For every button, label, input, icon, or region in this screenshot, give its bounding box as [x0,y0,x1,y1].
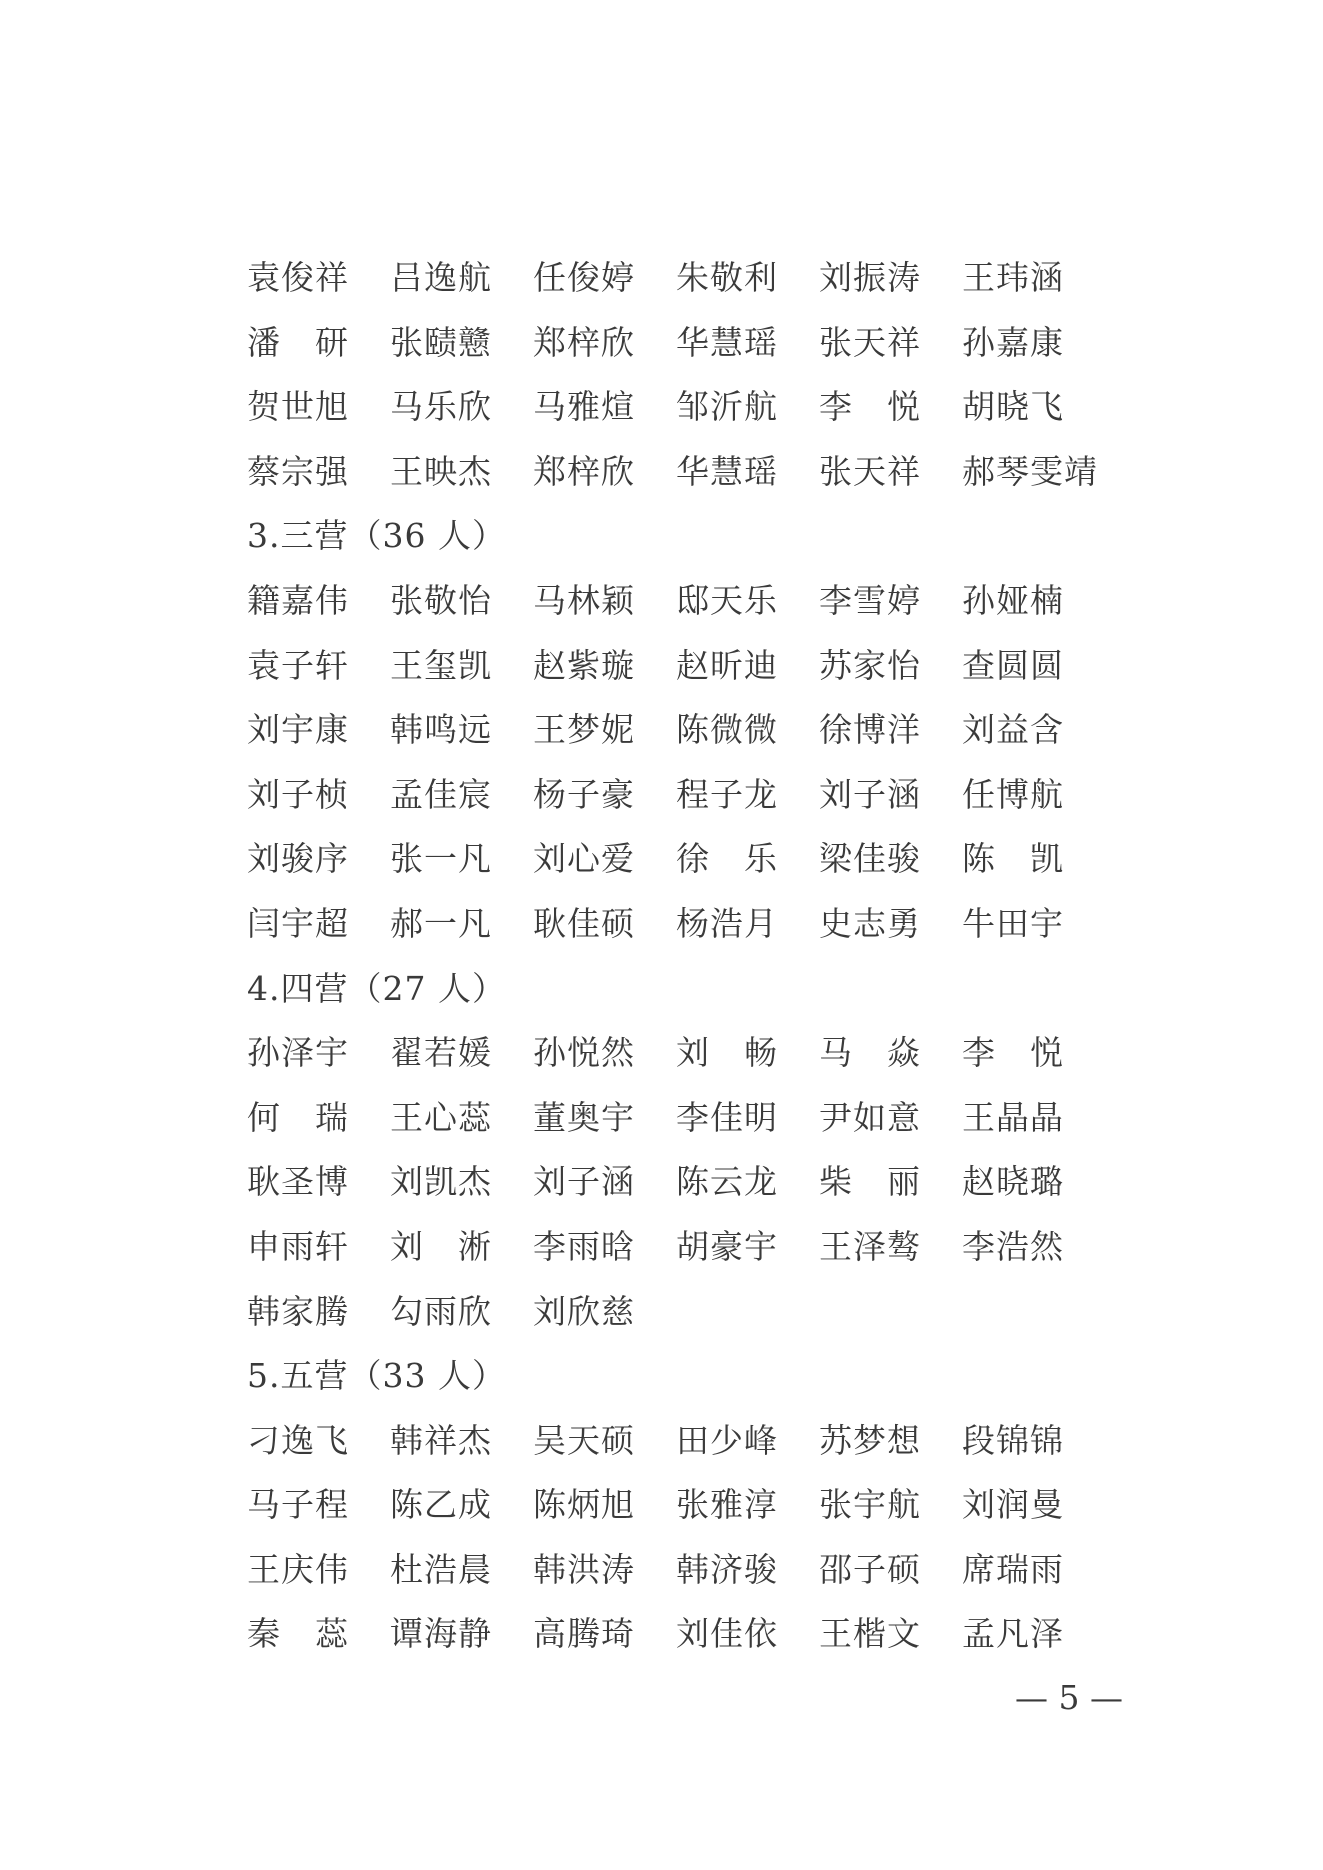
person-name: 刘振涛 [819,258,921,297]
person-name: 蔡宗强 [247,451,349,491]
page-number: — 5 — [1015,1678,1123,1717]
section-heading-row [247,957,1187,1022]
person-name: 郑梓欣 [533,322,635,362]
person-name: 任俊婷 [533,258,635,297]
person-name: 赵昕迪 [676,645,778,685]
section-heading-row [247,504,1187,569]
person-name: 刘欣慈 [533,1291,635,1331]
person-name: 刘心爱 [533,839,635,879]
person-name: 郑梓欣 [533,451,635,491]
name-row [247,1215,1187,1280]
name-row [247,1086,1187,1151]
person-name: 郝一凡 [390,903,492,943]
person-name: 郝琴雯靖 [962,451,1098,491]
name-row [247,440,1187,505]
person-name: 高腾琦 [533,1614,635,1654]
name-row [247,1473,1187,1538]
section-heading: 4.四营（27 人） [247,968,506,1008]
person-name: 刘骏序 [247,839,349,879]
person-name: 张天祥 [819,322,921,362]
person-name: 张雅淳 [676,1485,778,1525]
person-name: 李 悦 [819,387,921,427]
person-name: 韩家腾 [247,1291,349,1331]
person-name: 刘子涵 [819,774,921,814]
person-name: 陈微微 [676,710,778,750]
name-row [247,892,1187,957]
section-heading: 5.五营（33 人） [247,1356,506,1396]
name-row [247,1409,1187,1474]
person-name: 徐 乐 [676,839,778,879]
person-name: 袁俊祥 [247,258,349,297]
person-name: 刘佳依 [676,1614,778,1654]
person-name: 邸天乐 [676,580,778,620]
person-name: 牛田宇 [962,903,1064,943]
person-name: 何 瑞 [247,1097,349,1137]
person-name: 陈 凯 [962,839,1064,879]
person-name: 王心蕊 [390,1097,492,1137]
person-name: 刘凯杰 [390,1162,492,1202]
name-row [247,569,1187,634]
person-name: 查圆圆 [962,645,1064,685]
person-name: 王楷文 [819,1614,921,1654]
person-name: 孙泽宇 [247,1033,349,1073]
person-name: 耿圣博 [247,1162,349,1202]
person-name: 孙嘉康 [962,322,1064,362]
person-name: 马乐欣 [390,387,492,427]
person-name: 胡晓飞 [962,387,1064,427]
person-name: 刘益含 [962,710,1064,750]
person-name: 吴天硕 [533,1420,635,1460]
person-name: 陈炳旭 [533,1485,635,1525]
person-name: 陈乙成 [390,1485,492,1525]
name-row [247,1538,1187,1603]
person-name: 张一凡 [390,839,492,879]
person-name: 田少峰 [676,1420,778,1460]
person-name: 王玮涵 [962,258,1064,297]
section-heading: 3.三营（36 人） [247,516,506,556]
person-name: 秦 蕊 [247,1614,349,1654]
person-name: 刁逸飞 [247,1420,349,1460]
person-name: 张赜戆 [390,322,492,362]
person-name: 杨子豪 [533,774,635,814]
person-name: 谭海静 [390,1614,492,1654]
person-name: 程子龙 [676,774,778,814]
person-name: 孙悦然 [533,1033,635,1073]
person-name: 苏家怡 [819,645,921,685]
person-name: 马 焱 [819,1033,921,1073]
name-row [247,763,1187,828]
person-name: 马雅煊 [533,387,635,427]
person-name: 赵紫璇 [533,645,635,685]
name-row [247,1021,1187,1086]
person-name: 任博航 [962,774,1064,814]
person-name: 苏梦想 [819,1420,921,1460]
name-row [247,1150,1187,1215]
person-name: 孟佳宸 [390,774,492,814]
person-name: 王泽骜 [819,1226,921,1266]
person-name: 席瑞雨 [962,1549,1064,1589]
person-name: 籍嘉伟 [247,580,349,620]
person-name: 王庆伟 [247,1549,349,1589]
person-name: 韩济骏 [676,1549,778,1589]
person-name: 吕逸航 [390,258,492,297]
person-name: 闫宇超 [247,903,349,943]
person-name: 韩祥杰 [390,1420,492,1460]
person-name: 孙娅楠 [962,580,1064,620]
person-name: 潘 研 [247,322,349,362]
name-row [247,634,1187,699]
person-name: 翟若媛 [390,1033,492,1073]
person-name: 邵子硕 [819,1549,921,1589]
person-name: 尹如意 [819,1097,921,1137]
person-name: 王晶晶 [962,1097,1064,1137]
person-name: 华慧瑶 [676,322,778,362]
person-name: 杨浩月 [676,903,778,943]
person-name: 徐博洋 [819,710,921,750]
person-name: 邹沂航 [676,387,778,427]
person-name: 申雨轩 [247,1226,349,1266]
person-name: 李雪婷 [819,580,921,620]
person-name: 刘 畅 [676,1033,778,1073]
person-name: 袁子轩 [247,645,349,685]
person-name: 马子程 [247,1485,349,1525]
person-name: 李雨晗 [533,1226,635,1266]
person-name: 李佳明 [676,1097,778,1137]
person-name: 马林颖 [533,580,635,620]
person-name: 刘润曼 [962,1485,1064,1525]
person-name: 杜浩晨 [390,1549,492,1589]
person-name: 李 悦 [962,1033,1064,1073]
person-name: 刘子桢 [247,774,349,814]
person-name: 陈云龙 [676,1162,778,1202]
person-name: 刘子涵 [533,1162,635,1202]
person-name: 刘宇康 [247,710,349,750]
name-row [247,375,1187,440]
name-row [247,698,1187,763]
name-row [247,1602,1187,1667]
person-name: 韩鸣远 [390,710,492,750]
person-name: 王玺凯 [390,645,492,685]
person-name: 刘 淅 [390,1226,492,1266]
person-name: 赵晓璐 [962,1162,1064,1202]
person-name: 董奥宇 [533,1097,635,1137]
person-name: 张敬怡 [390,580,492,620]
person-name: 勾雨欣 [390,1291,492,1331]
person-name: 段锦锦 [962,1420,1064,1460]
person-name: 王映杰 [390,451,492,491]
person-name: 张天祥 [819,451,921,491]
person-name: 孟凡泽 [962,1614,1064,1654]
name-row [247,1280,1187,1345]
name-list [247,246,1187,1667]
person-name: 朱敬利 [676,258,778,297]
person-name: 耿佳硕 [533,903,635,943]
name-row [247,246,1187,311]
person-name: 韩洪涛 [533,1549,635,1589]
person-name: 张宇航 [819,1485,921,1525]
person-name: 华慧瑶 [676,451,778,491]
person-name: 史志勇 [819,903,921,943]
section-heading-row [247,1344,1187,1409]
person-name: 贺世旭 [247,387,349,427]
person-name: 梁佳骏 [819,839,921,879]
person-name: 王梦妮 [533,710,635,750]
person-name: 柴 丽 [819,1162,921,1202]
name-row [247,311,1187,376]
person-name: 李浩然 [962,1226,1064,1266]
person-name: 胡豪宇 [676,1226,778,1266]
name-row [247,827,1187,892]
